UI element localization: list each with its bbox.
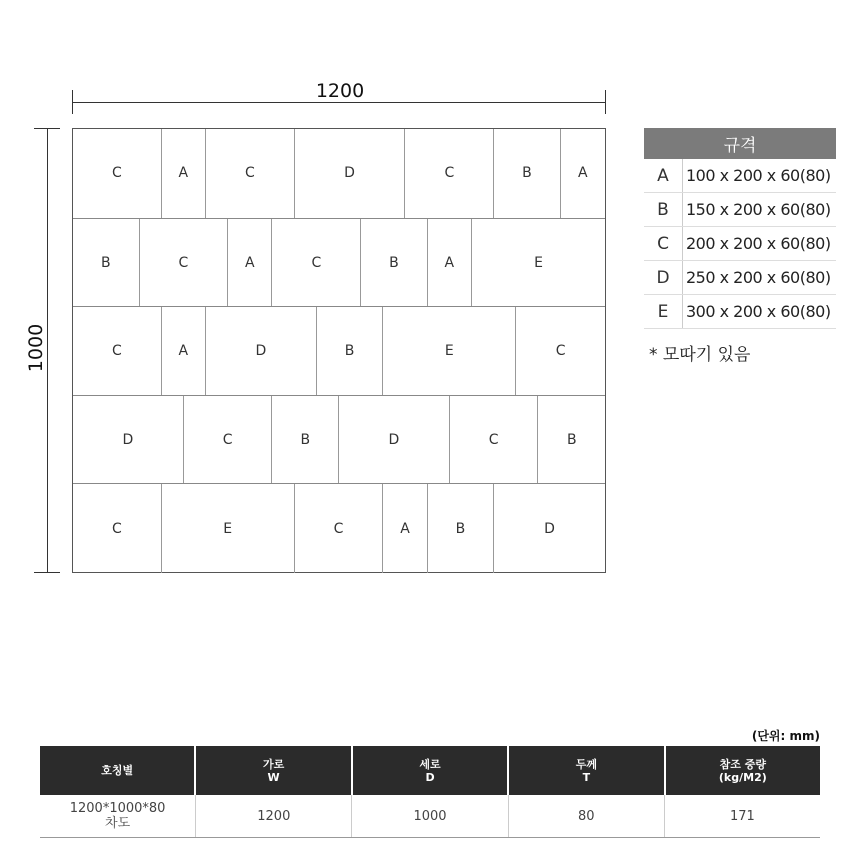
paver-tile: C <box>140 219 229 308</box>
cell-thickness: 80 <box>509 795 665 837</box>
cell-name-use: 차도 <box>105 816 131 831</box>
paver-tile: C <box>73 129 162 218</box>
spec-row <box>644 295 836 329</box>
paver-tile: D <box>73 396 184 485</box>
paver-tile: C <box>73 484 162 573</box>
paver-tile: C <box>555 343 566 360</box>
cell-depth: 1000 <box>352 795 508 837</box>
header-thickness <box>509 746 665 795</box>
spec-row <box>644 159 836 193</box>
paver-tile: D <box>206 307 317 396</box>
header-depth <box>353 746 509 795</box>
height-dimension-tick-bottom <box>34 572 60 573</box>
cell-weight: 171 <box>730 808 755 824</box>
header-width-label: 가로 <box>262 757 285 771</box>
width-dimension-line <box>72 102 606 103</box>
cell-width: 1200 <box>196 795 352 837</box>
paver-tile: C <box>184 396 273 485</box>
info-table-header <box>40 746 820 795</box>
width-dimension-label: 1200 <box>315 80 365 102</box>
paver-tile: B <box>428 484 495 573</box>
header-name-label: 호칭별 <box>101 764 134 777</box>
product-info-table <box>40 746 820 838</box>
paver-tile: A <box>383 484 427 573</box>
paver-tile: A <box>162 129 206 218</box>
paver-tile: E <box>383 307 516 396</box>
spec-code: A <box>644 159 683 192</box>
layout-row <box>73 129 605 218</box>
height-dimension-line <box>47 128 48 573</box>
header-name <box>40 746 196 795</box>
header-thickness-symbol: T <box>582 770 591 784</box>
spec-size: 200 x 200 x 60(80) <box>686 234 831 253</box>
spec-size: 150 x 200 x 60(80) <box>686 200 831 219</box>
layout-row <box>73 218 605 308</box>
paver-tile: B <box>273 396 340 485</box>
spec-code: B <box>644 193 683 226</box>
spec-size: 100 x 200 x 60(80) <box>686 166 831 185</box>
spec-row <box>644 227 836 261</box>
header-weight <box>666 746 820 795</box>
height-dimension-tick-top <box>34 128 60 129</box>
layout-row <box>73 306 605 396</box>
paver-tile: E <box>162 484 295 573</box>
paver-tile: D <box>295 129 406 218</box>
spec-code: E <box>644 295 683 328</box>
cell-name <box>40 795 196 837</box>
width-dimension-tick-left <box>72 90 73 114</box>
spec-table <box>644 128 836 329</box>
header-width-symbol: W <box>267 770 280 784</box>
header-depth-symbol: D <box>425 770 435 784</box>
paver-tile: E <box>534 254 543 271</box>
header-weight-unit: (kg/M2) <box>718 770 767 784</box>
paver-tile: C <box>450 396 539 485</box>
table-row <box>40 795 820 838</box>
paver-tile: B <box>361 219 428 308</box>
spec-table-title: 규격 <box>644 128 836 159</box>
spec-code: D <box>644 261 683 294</box>
paver-tile: A <box>578 165 588 182</box>
cell-name-size: 1200*1000*80 <box>69 801 166 816</box>
paver-tile: A <box>228 219 272 308</box>
spec-code: C <box>644 227 683 260</box>
paver-tile: C <box>295 484 384 573</box>
paver-tile: C <box>73 307 162 396</box>
spec-size: 300 x 200 x 60(80) <box>686 302 831 321</box>
paving-layout-diagram <box>72 128 606 573</box>
spec-size: 250 x 200 x 60(80) <box>686 268 831 287</box>
layout-row <box>73 483 605 573</box>
paver-tile: C <box>406 129 495 218</box>
header-weight-label: 참조 중량 <box>719 757 766 771</box>
header-thickness-label: 두께 <box>575 757 598 771</box>
header-depth-label: 세로 <box>419 757 441 771</box>
paver-tile: A <box>428 219 472 308</box>
paver-tile: D <box>544 520 555 537</box>
layout-row <box>73 395 605 485</box>
spec-row <box>644 193 836 227</box>
height-dimension-label: 1000 <box>25 323 47 373</box>
paver-tile: D <box>339 396 450 485</box>
paver-tile: B <box>73 219 140 308</box>
paver-tile: A <box>162 307 206 396</box>
paver-tile: B <box>566 432 577 449</box>
chamfer-note: * 모따기 있음 <box>649 345 751 365</box>
paver-tile: C <box>206 129 295 218</box>
spec-row <box>644 261 836 295</box>
width-dimension-tick-right <box>605 90 606 114</box>
paver-tile: C <box>273 219 362 308</box>
paver-tile: B <box>494 129 561 218</box>
paver-tile: B <box>317 307 384 396</box>
header-width <box>196 746 352 795</box>
unit-label: (단위: mm) <box>751 729 820 743</box>
